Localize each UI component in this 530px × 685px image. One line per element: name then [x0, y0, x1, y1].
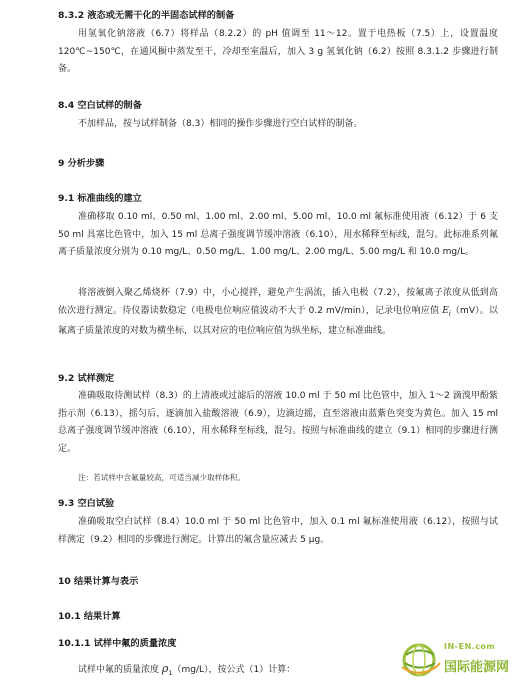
paragraph-9-1-measurement — [58, 285, 498, 341]
paragraph-9-3: 准确吸取空白试样（8.4）10.0 ml 于 50 ml 比色管中，加入 0.1 ml 氟标准使用液（6.12），按照与试样测定（9.2）相同的步骤进行测定。计算出的氟含量应减去 5 μg。 — [58, 517, 498, 545]
section-heading-8-4: 8.4 空白试样的制备 — [58, 100, 142, 111]
paragraph-9-1-standards: 准确移取 0.10 ml、0.50 ml、1.00 ml、2.00 ml、5.00 ml、10.0 ml 氟标准使用液（6.12）于 6 支 50 ml 具塞比色管中，加入 15 ml 总离子强度调节缓冲溶液（6.10），用水稀释至标线，混匀。此标准系列氟离子质量浓度分别为 0.10 mg/L、0.50 mg/L、1.00 mg/L、2.00 mg/L、5.00 mg/L 和 10.0 mg/L。 — [58, 212, 498, 258]
formula-intro-text-b: （mg/L），按公式（1）计算： — [172, 665, 296, 675]
density-subscript: 1 — [168, 668, 173, 677]
globe-icon — [400, 641, 442, 679]
potential-symbol: E — [442, 305, 449, 316]
section-heading-10: 10 结果计算与表示 — [58, 576, 139, 587]
watermark-name: 国际能源网 — [444, 660, 510, 675]
section-heading-9-2: 9.2 试样测定 — [58, 373, 115, 384]
density-symbol: ρ — [161, 662, 169, 675]
watermark-logo — [400, 640, 524, 680]
section-heading-9: 9 分析步骤 — [58, 158, 105, 169]
paragraph-9-2: 准确吸取待测试样（8.3）的上清液或过滤后的溶液 10.0 ml 于 50 ml 比色管中，加入 1～2 滴溴甲酚紫指示剂（6.13），摇匀后，逐滴加入盐酸溶液（6.9），边滴边摇，直至溶液由蓝紫色突变为黄色。加入 15 ml 总离子强度调节缓冲溶液（6.10），用水稀释至标线，混匀。按照与标准曲线的建立（9.1）相同的步骤进行测定。 — [58, 391, 498, 454]
formula-intro-text-a: 试样中氟的质量浓度 — [78, 665, 162, 675]
formula-intro-line — [78, 662, 295, 677]
paragraph-9-1-text-a: 将溶液倒入聚乙烯烧杯（7.9）中，小心搅拌，避免产生涡流，插入电极（7.2），按氟离子浓度从低到高依次进行测定。待仪器读数稳定（电极电位响应值波动不大于 0.2 mV/min），记录电位响应值 — [58, 288, 498, 316]
potential-subscript: i — [448, 309, 451, 318]
section-heading-10-1-1: 10.1.1 试样中氟的质量浓度 — [58, 638, 177, 649]
watermark-domain: IN-EN.com — [444, 642, 496, 651]
section-heading-9-3: 9.3 空白试验 — [58, 498, 115, 509]
note-9-2: 注：若试样中含氟量较高，可适当减少取样体积。 — [78, 473, 246, 482]
section-heading-9-1: 9.1 标准曲线的建立 — [58, 193, 142, 204]
section-heading-8-3-2: 8.3.2 液态或无需干化的半固态试样的制备 — [58, 10, 235, 21]
section-heading-10-1: 10.1 结果计算 — [58, 611, 121, 622]
paragraph-8-4: 不加样品，按与试样制备（8.3）相同的操作步骤进行空白试样的制备。 — [78, 119, 363, 129]
paragraph-9-1-text-b: （mV）。以氟离子质量浓度的对数为横坐标，以其对应的电位响应值为纵坐标，建立标准曲线。 — [58, 305, 498, 336]
paragraph-8-3-2: 用氢氧化钠溶液（6.7）将样品（8.2.2）的 pH 值调至 11～12。置于电热板（7.5）上，设置温度 120℃~150℃，在通风橱中蒸发至干，冷却至室温后，加入 3 g 氢氧化钠（6.2）按照 8.3.1.2 步骤进行制备。 — [58, 29, 498, 75]
